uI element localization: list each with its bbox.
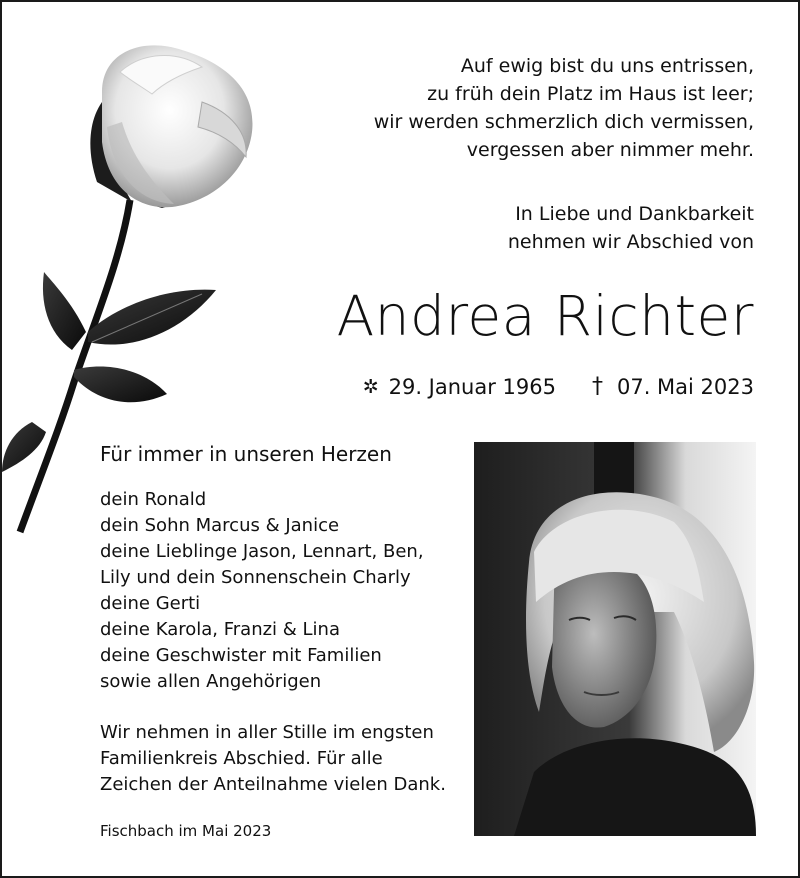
life-dates	[363, 374, 754, 399]
farewell-line: In Liebe und Dankbarkeit	[515, 203, 754, 225]
deceased-name: Andrea Richter	[336, 284, 754, 348]
poem-line: wir werden schmerzlich dich vermissen,	[373, 111, 754, 133]
place-and-date: Fischbach im Mai 2023	[100, 822, 272, 840]
farewell-line: nehmen wir Abschied von	[507, 231, 754, 253]
death-cross-icon: †	[591, 374, 603, 399]
birth-date: 29. Januar 1965	[388, 374, 556, 399]
mourner-line: dein Sohn Marcus & Janice	[100, 515, 340, 536]
closing-line: Familienkreis Abschied. Für alle	[100, 748, 383, 769]
mourners-heading: Für immer in unseren Herzen	[100, 442, 392, 466]
death-date: 07. Mai 2023	[616, 374, 754, 399]
mourner-line: deine Karola, Franzi & Lina	[100, 619, 340, 640]
mourner-line: dein Ronald	[100, 489, 207, 510]
mourners-list	[100, 487, 424, 695]
mourner-line: deine Lieblinge Jason, Lennart, Ben,	[100, 541, 424, 562]
farewell-text	[508, 200, 754, 256]
mourner-line: deine Geschwister mit Familien	[100, 645, 382, 666]
rose-illustration	[2, 32, 272, 552]
mourner-line: Lily und dein Sonnenschein Charly	[100, 567, 411, 588]
closing-line: Zeichen der Anteilnahme vielen Dank.	[100, 774, 446, 795]
poem-line: Auf ewig bist du uns entrissen,	[460, 55, 754, 77]
closing-line: Wir nehmen in aller Stille im engsten	[100, 722, 434, 743]
mourner-line: sowie allen Angehörigen	[100, 671, 322, 692]
poem-line: vergessen aber nimmer mehr.	[466, 139, 754, 161]
poem-line: zu früh dein Platz im Haus ist leer;	[427, 83, 754, 105]
birth-star-icon: ✲	[362, 375, 379, 398]
portrait-photo	[474, 442, 756, 836]
closing-text	[100, 720, 446, 798]
poem	[374, 52, 754, 164]
mourner-line: deine Gerti	[100, 593, 201, 614]
